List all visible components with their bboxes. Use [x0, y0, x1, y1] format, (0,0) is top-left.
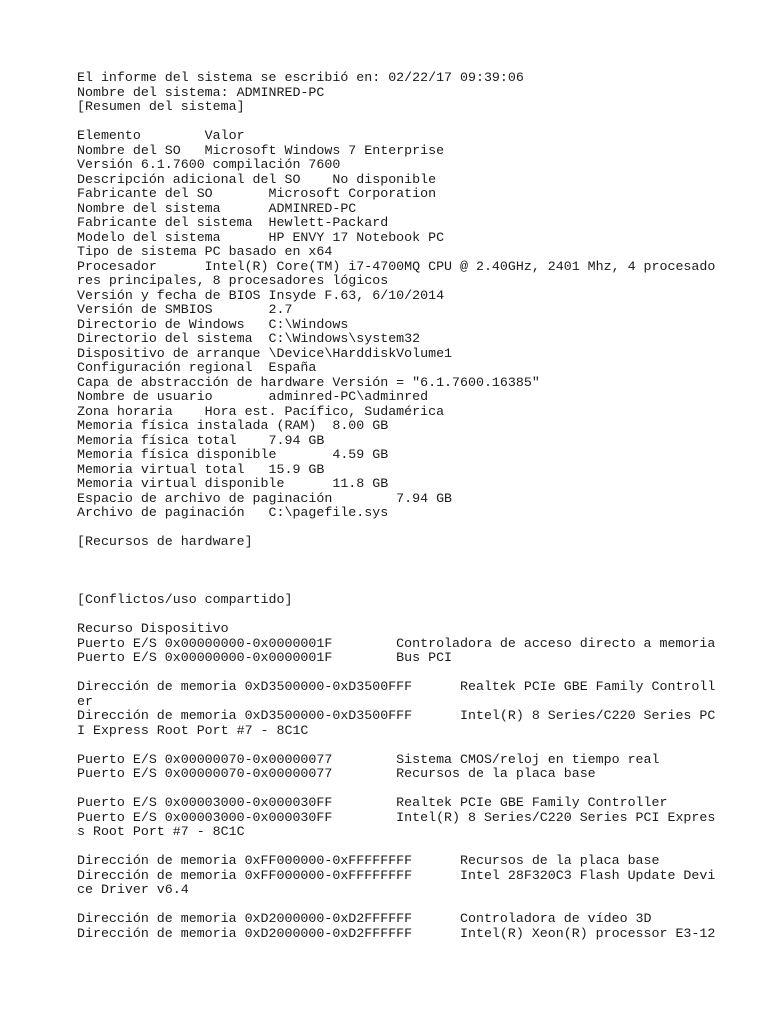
summary-row: Memoria física disponible 4.59 GB [77, 447, 389, 462]
summary-row: Descripción adicional del SO No disponible [77, 171, 437, 187]
summary-row: Nombre del sistema ADMINRED-PC [77, 200, 357, 216]
report-written-line: El informe del sistema se escribió en: 02/22/17 09:39:06 [77, 70, 524, 85]
summary-rows [77, 144, 757, 521]
summary-row: Configuración regional España [77, 360, 317, 375]
conflict-group [77, 912, 757, 941]
conflict-group [77, 637, 757, 666]
summary-row: Capa de abstracción de hardware Versión = "6.1.7600.16385" [77, 374, 540, 390]
hardware-section-heading: [Recursos de hardware] [77, 534, 253, 549]
blank-line [77, 608, 757, 623]
summary-row: Dispositivo de arranque \Device\HarddiskVolume1 [77, 345, 453, 361]
conflict-group [77, 854, 757, 898]
blank-line [77, 898, 757, 913]
conflict-line: I Express Root Port #7 - 8C1C [77, 722, 309, 738]
conflict-group [77, 680, 757, 738]
blank-line [77, 521, 757, 536]
summary-column-header: Elemento Valor [77, 128, 245, 143]
summary-row: Zona horaria Hora est. Pacífico, Sudamérica [77, 403, 445, 419]
conflict-group [77, 796, 757, 840]
conflict-line: Puerto E/S 0x00003000-0x000030FF Realtek PCIe GBE Family Controller [77, 795, 668, 810]
conflict-line: s Root Port #7 - 8C1C [77, 824, 245, 839]
blank-line [77, 666, 757, 681]
conflict-group [77, 753, 757, 782]
summary-row: Fabricante del SO Microsoft Corporation [77, 186, 437, 201]
blank-gap [77, 550, 757, 594]
conflict-groups [77, 637, 757, 942]
summary-row: Directorio de Windows C:\Windows [77, 316, 349, 332]
summary-row: Espacio de archivo de paginación 7.94 GB [77, 490, 453, 506]
conflict-line: ce Driver v6.4 [77, 882, 189, 897]
conflict-line: Dirección de memoria 0xD2000000-0xD2FFFFFF Controladora de vídeo 3D [77, 911, 652, 926]
summary-row: Memoria física total 7.94 GB [77, 432, 325, 448]
conflict-line: Dirección de memoria 0xD3500000-0xD3500FFF Realtek PCIe GBE Family Controll [77, 679, 716, 694]
conflict-line: er [77, 693, 93, 709]
conflict-line: Dirección de memoria 0xFF000000-0xFFFFFFFF Recursos de la placa base [77, 853, 660, 868]
conflict-line: Dirección de memoria 0xD2000000-0xD2FFFFFF Intel(R) Xeon(R) processor E3-12 [77, 925, 716, 941]
blank-line [77, 738, 757, 753]
summary-row: Fabricante del sistema Hewlett-Packard [77, 215, 389, 230]
blank-line [77, 840, 757, 855]
summary-row: Archivo de paginación C:\pagefile.sys [77, 505, 389, 520]
summary-row: Procesador Intel(R) Core(TM) i7-4700MQ CPU @ 2.40GHz, 2401 Mhz, 4 procesado [77, 258, 716, 274]
conflict-line: Puerto E/S 0x00000000-0x0000001F Controladora de acceso directo a memoria [77, 635, 716, 651]
conflict-line: Puerto E/S 0x00000000-0x0000001F Bus PCI [77, 650, 453, 665]
blank-line [77, 115, 757, 130]
conflict-line: Puerto E/S 0x00000070-0x00000077 Sistema CMOS/reloj en tiempo real [77, 751, 660, 767]
summary-row: Nombre de usuario adminred-PC\adminred [77, 389, 429, 404]
conflicts-section-heading: [Conflictos/uso compartido] [77, 592, 293, 607]
summary-row: Memoria virtual total 15.9 GB [77, 461, 325, 477]
summary-row: Versión 6.1.7600 compilación 7600 [77, 157, 341, 172]
summary-row: Versión y fecha de BIOS Insyde F.63, 6/10/2014 [77, 287, 445, 303]
summary-section-heading: [Resumen del sistema] [77, 99, 245, 114]
summary-row: Memoria física instalada (RAM) 8.00 GB [77, 418, 389, 433]
conflict-line: Dirección de memoria 0xFF000000-0xFFFFFFFF Intel 28F320C3 Flash Update Devi [77, 867, 716, 883]
summary-row: Nombre del SO Microsoft Windows 7 Enterprise [77, 142, 445, 158]
conflict-line: Puerto E/S 0x00003000-0x000030FF Intel(R) 8 Series/C220 Series PCI Expres [77, 809, 716, 825]
summary-row: Directorio del sistema C:\Windows\system32 [77, 331, 421, 346]
conflict-line: Puerto E/S 0x00000070-0x00000077 Recursos de la placa base [77, 766, 596, 781]
summary-row: Versión de SMBIOS 2.7 [77, 302, 293, 317]
blank-line [77, 782, 757, 797]
summary-row: Tipo de sistema PC basado en x64 [77, 244, 333, 259]
conflicts-column-header: Recurso Dispositivo [77, 621, 229, 636]
summary-row: res principales, 8 procesadores lógicos [77, 273, 389, 288]
summary-row: Memoria virtual disponible 11.8 GB [77, 476, 389, 491]
summary-row: Modelo del sistema HP ENVY 17 Notebook PC [77, 229, 445, 245]
system-name-line: Nombre del sistema: ADMINRED-PC [77, 84, 325, 100]
system-report-document [77, 71, 757, 941]
conflict-line: Dirección de memoria 0xD3500000-0xD3500FFF Intel(R) 8 Series/C220 Series PC [77, 708, 716, 723]
